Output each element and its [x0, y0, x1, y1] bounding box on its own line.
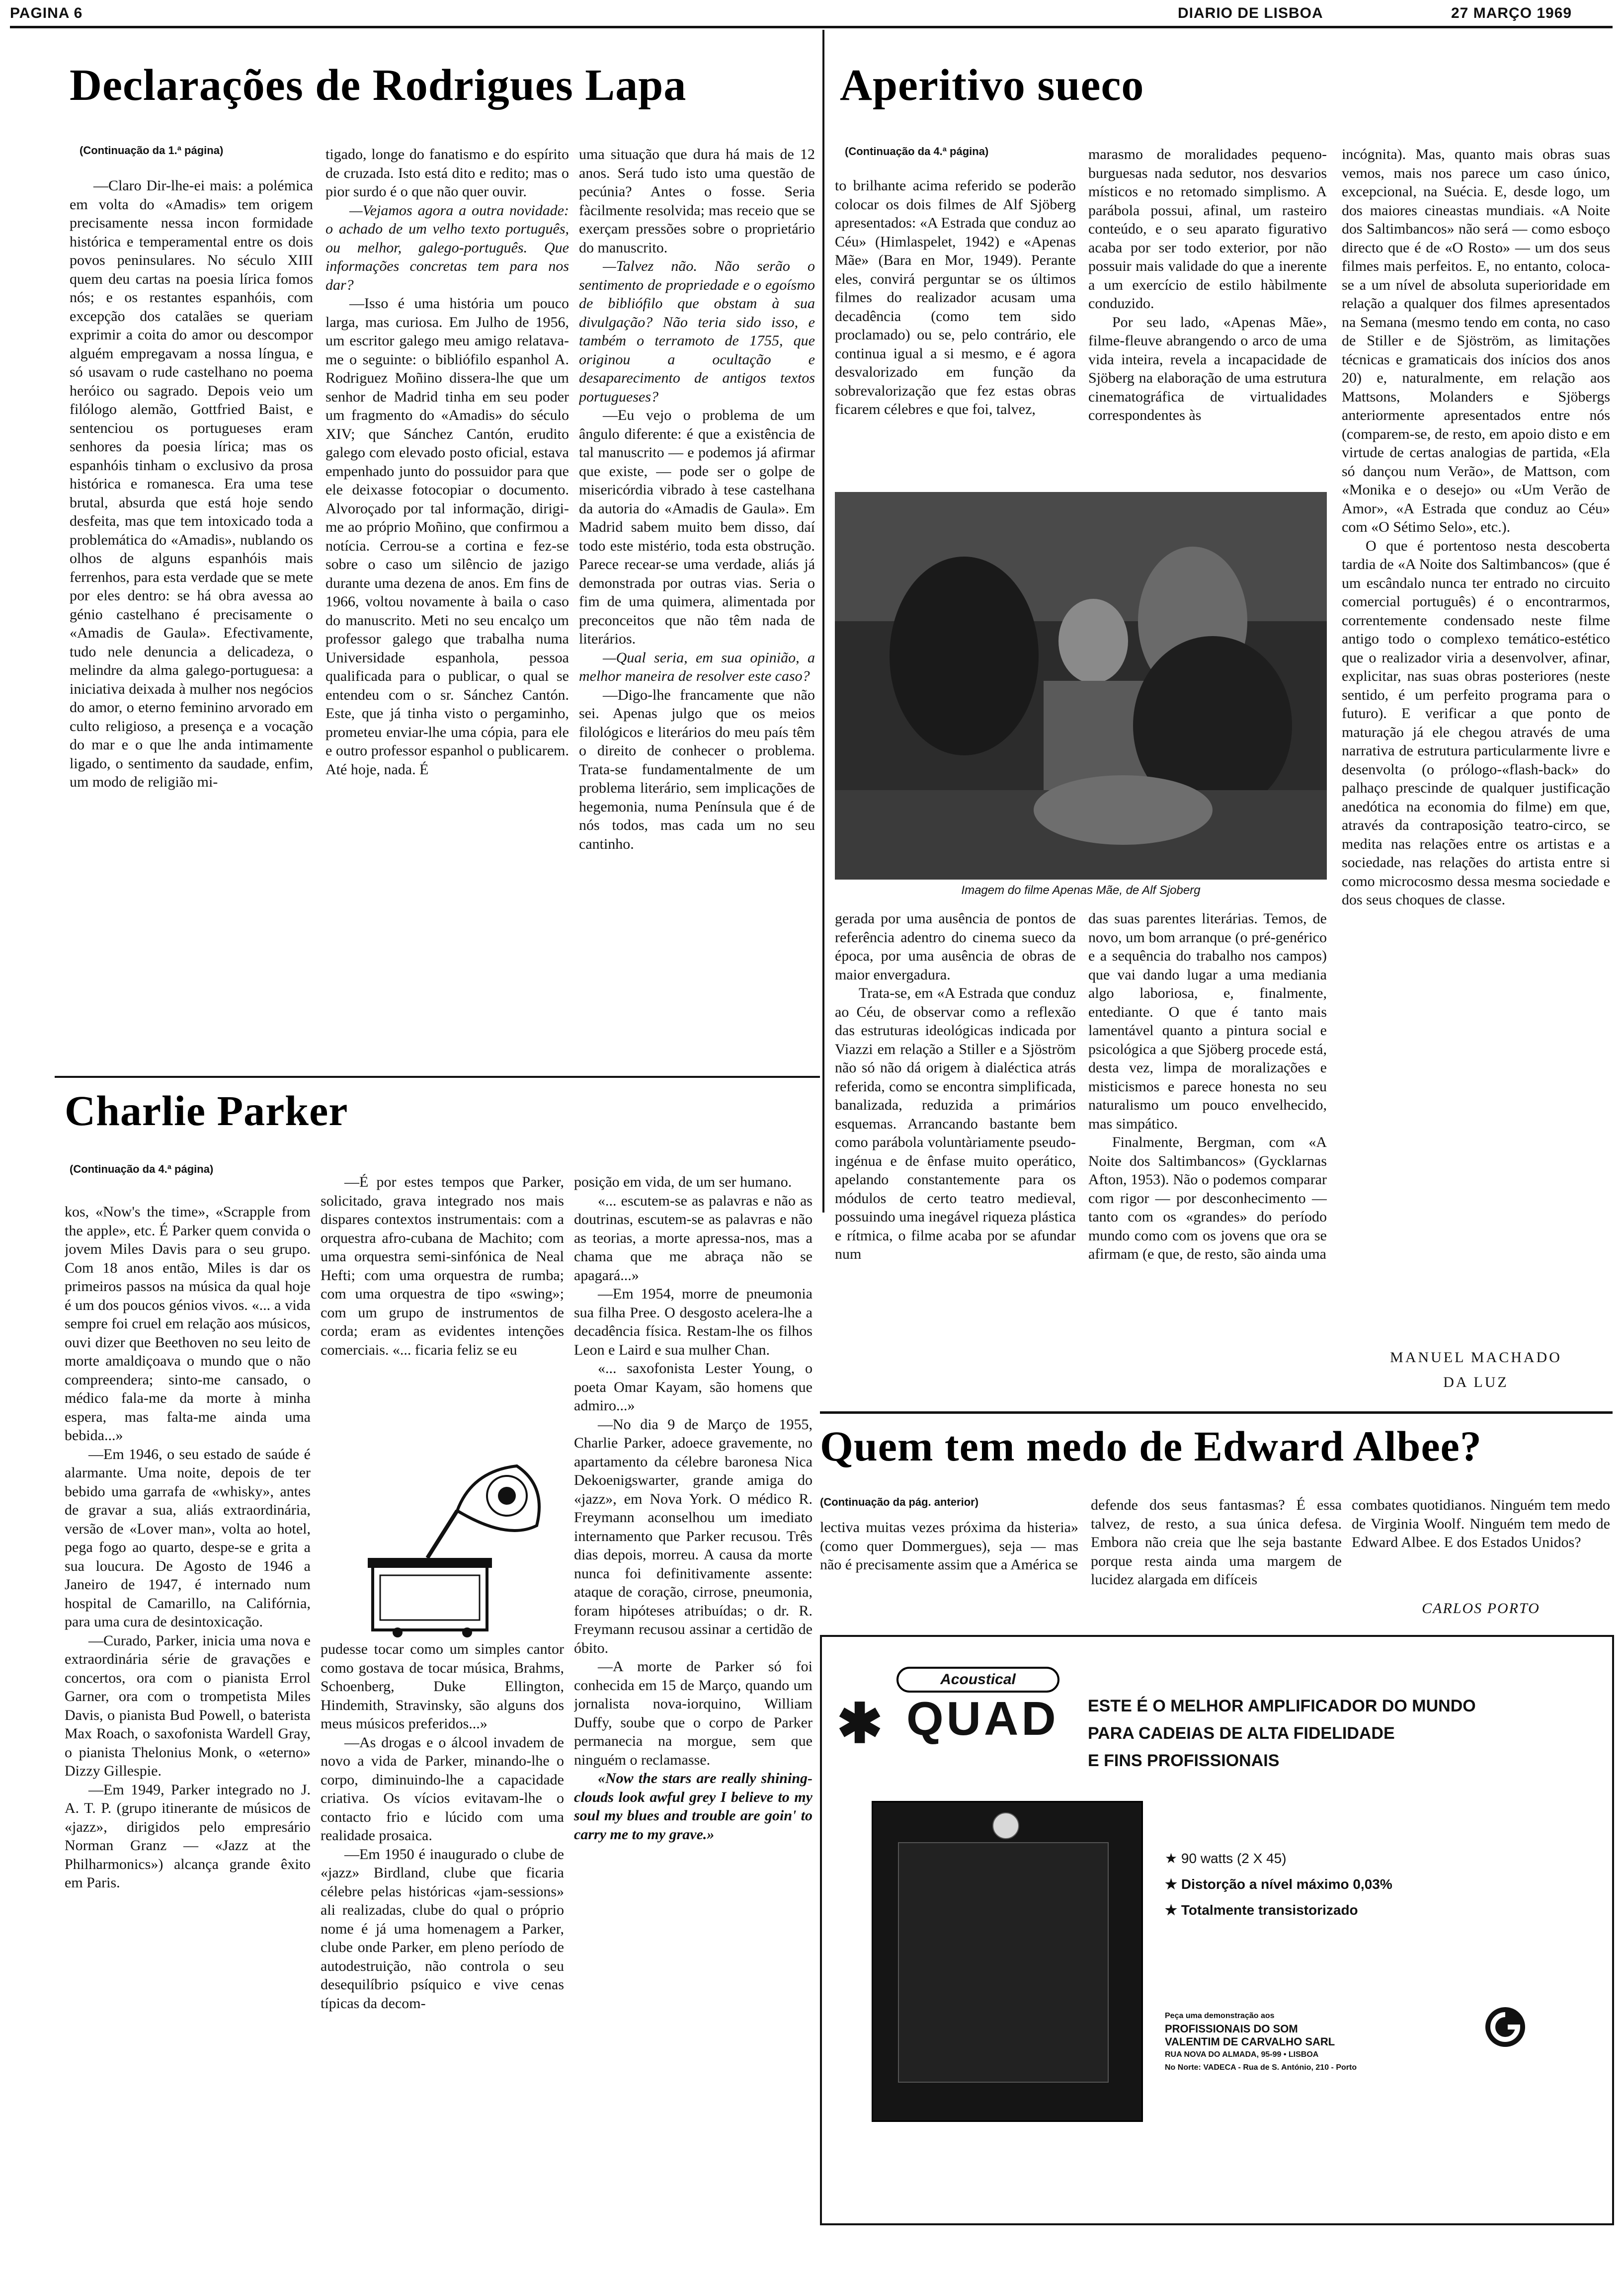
brand-name: QUAD: [906, 1692, 1059, 1745]
paragraph: marasmo de moralidades pequeno-burguesas nada sedutor, nos desvarios místicos e no retomado simplismo. A parábola possui, afinal, um rasteiro conteúdo, e o seu aparato figurativo acaba por ser todo exterior, por não possuir mais validade do que a inerente a um exercício de estilo hàbilmente conduzido.: [1088, 146, 1327, 312]
paragraph: —Em 1949, Parker integrado no J. A. T. P. (grupo itinerante de músicos de «jazz», dirigidos pelo empresário Norman Granz — «Jazz at the Philharmonics») alcança grande êxito em Paris.: [65, 1781, 311, 1891]
lapa-column-2: [325, 145, 569, 1068]
paragraph: gerada por uma ausência de pontos de referência adentro do cinema sueco da época, por uma ausência de obras de maior envergadura.: [835, 910, 1076, 983]
continuation-sueco: (Continuação da 4.ª página): [845, 145, 989, 158]
paragraph: —No dia 9 de Março de 1955, Charlie Parker, adoece gravemente, no apartamento da célebre baronesa Nica Dekoenigswarter, grande amiga do «jazz», em Nova York. O médico R. Freymann aconselhou um imediato internamento que Parker recusou. Três dias depois, morreu. A causa da morte nunca foi definitivamente assente: ataque de coração, cirrose, pneumonia, foram hipóteses atribuídas; o dr. R. Freymann recusou assinar a certidão de óbito.: [574, 1416, 812, 1656]
paragraph: —Eu vejo o problema de um ângulo diferente: é que a existência de tal manuscrito — e podemos já afirmar que existe, — pode ser o golpe de misericórdia vibrado à tese castelhana da autoria do «Amadis de Gaula». Em Madrid sabem muito bem disso, daí todo este mistério, toda esta obstrução. Parece recear-se uma verdade, aliás já demonstrada por outras vias. Seria o fim de uma quimera, alimentada por preconceitos que não têm nada de literários.: [579, 407, 815, 647]
masthead-rule: [10, 26, 1613, 28]
sueco-column-1: [835, 176, 1076, 489]
paragraph-question: —Vejamos agora a outra novidade: o achado de um velho texto português, ou melhor, galego-português. Que informações concretas tem para nos dar?: [325, 202, 569, 293]
article-title-lapa: Declarações de Rodrigues Lapa: [70, 61, 687, 110]
advert-headline-2: PARA CADEIAS DE ALTA FIDELIDADE: [1088, 1724, 1395, 1743]
paragraph: —Em 1950 é inaugurado o clube de «jazz» Birdland, clube que ficaria célebre pelas históricas «jam-sessions» ali realizadas, clube do qual o próprio nome é já uma homenagem a Parker, clube onde Parker, em pleno período de autodestruição, não controla o seu desequilíbrio psíquico e vive cenas típicas da decom-: [321, 1846, 564, 2012]
albee-column-3: [1352, 1496, 1610, 1595]
footer-line: RUA NOVA DO ALMADA, 95-99 • LISBOA: [1165, 2050, 1319, 2059]
gramophone-drawing: [358, 1451, 557, 1640]
advert-features: [1165, 1846, 1392, 1923]
asterisk-icon: ✱: [837, 1693, 883, 1754]
paragraph: uma situação que dura há mais de 12 anos. Será tudo isto uma questão de pecúnia? Antes o fosse. Seria fàcilmente resolvida; mas receio que se exerçam pressões sobre o proprietário do manuscrito.: [579, 146, 815, 256]
amplifier-grille: [898, 1842, 1109, 2083]
section-rule: [55, 1076, 820, 1078]
paragraph: —Curado, Parker, inicia uma nova e extraordinária série de gravações e concertos, ora com o pianista Errol Garner, ora com o trompetista Miles Davis, o pianista Bud Powell, o baterista Max Roach, o saxofonista Wardell Gray, o pianista Thelonius Monk, o «eterno» Dizzy Gillespie.: [65, 1632, 311, 1779]
column-divider: [822, 30, 824, 1213]
page-number: PAGINA 6: [10, 5, 83, 21]
paragraph: to brilhante acima referido se poderão colocar os dois filmes de Alf Sjöberg apresentados: «A Estrada que conduz ao Céu» (Himlaspelet, 1942) e «Apenas Mãe» (Bara en Mor, 1949). Perante eles, convirá perguntar se os últimos filmes do realizador acusam uma decadência (como tem sido proclamado) ou se, pelo contrário, ele continua igual a si mesmo, e é agora desvalorizado em função da sobrevalorização que fez estas obras ficarem célebres e que foi, talvez,: [835, 177, 1076, 417]
paragraph: —Isso é uma história um pouco larga, mas curiosa. Em Julho de 1956, um escritor galego meu amigo relatava-me o seguinte: o bibliófilo espanhol A. Rodriguez Moñino dissera-lhe que um senhor de Madrid tinha em seu poder um fragmento do «Amadis» do século XIV; que Sánchez Cantón, erudito galego com elevado posto oficial, estava empenhado junto do possuidor para que ele deixasse fotocopiar o documento. Alvoroçado por tal informação, dirigi-me ao próprio Moñino, que confirmou a notícia. Cerrou-se a cortina e fez-se sobre o caso um silêncio de jazigo durante uma dezena de anos. Em fins de 1966, voltou novamente à baila o caso do manuscrito. Meti no seu encalço um professor galego que trabalha numa Universidade espanhola, pessoa qualificada para o publicar, o qual se entendeu com o sr. Sánchez Cantón. Este, que já tinha visto o pergaminho, prometeu enviar-lhe uma cópia, para ele e outro professor espanhol o publicarem. Até hoje, nada. É: [325, 295, 569, 778]
author-albee: CARLOS PORTO: [1422, 1600, 1540, 1617]
logo-mark: [1483, 2005, 1528, 2049]
paragraph: tigado, longe do fanatismo e do espírito de cruzada. Isto está dito e redito; mas o pior surdo é o que não quer ouvir.: [325, 146, 569, 200]
sueco-column-2: [1088, 145, 1327, 489]
paragraph: «... saxofonista Lester Young, o poeta Omar Kayam, são homens que admiro...»: [574, 1360, 812, 1414]
feature-transistor: ★ Totalmente transistorizado: [1165, 1902, 1358, 1918]
albee-column-2: [1091, 1496, 1342, 1623]
albee-column-1: [820, 1518, 1078, 1623]
feature-transistor-text: Totalmente transistorizado: [1181, 1902, 1358, 1918]
paragraph: combates quotidianos. Ninguém tem medo de Virginia Woolf. Ninguém tem medo de Edward Albee. E dos Estados Unidos?: [1352, 1497, 1610, 1550]
quad-advert: [820, 1635, 1614, 2225]
paragraph: —A morte de Parker só foi conhecida em 15 de Março, quando um jornalista nova-iorquino, William Duffy, soube que o corpo de Parker permanecia na morgue, sem que ninguém o reclamasse.: [574, 1658, 812, 1768]
sueco-column-2b: [1088, 909, 1327, 1406]
paragraph: incógnita). Mas, quanto mais obras suas vemos, mais nos parece um caso único, excepcional, na Suécia. E, desde logo, um dos maiores cineastas mundiais. «A Noite dos Saltimbancos» não será — como esboço directo que é de «O Rosto» — um dos seus filmes mais perfeitos. E, no entanto, coloca-se a um nível de absoluta superioridade em relação a qualquer dos filmes apresentados na Semana (mesmo tendo em conta, no caso de Stiller e de Sjöström, as limitações técnicas e gramaticais dos inícios dos anos 20) e, naturalmente, em relação aos Mattsons, Molanders e Sjöbergs anteriormente apresentados entre nós (comparem-se, de resto, em apoio disto e em virtude de certas analogias de partida, «Ela só dançou num Verão», de Mattson, com «Monika e o desejo» ou «Um Verão de Amor», «A Estrada que conduz ao Céu» com «O Sétimo Selo», etc.).: [1342, 146, 1610, 535]
footer-line: No Norte: VADECA - Rua de S. António, 210 - Porto: [1165, 2063, 1357, 2072]
sueco-column-1b: [835, 909, 1076, 1406]
article-title-sueco: Aperitivo sueco: [840, 61, 1144, 110]
paragraph: Por seu lado, «Apenas Mãe», filme-fleuve abrangendo o arco de uma vida inteira, revela a incapacidade de Sjöberg na elaboração de uma estrutura cinematográfica de virtualidades correspondentes às: [1088, 314, 1327, 423]
gramophone-illustration: [358, 1451, 557, 1640]
paragraph: —Em 1954, morre de pneumonia sua filha Pree. O desgosto acelera-lhe a decadência física. Restam-lhe os filhos Leon e Laird e sua mulher Chan.: [574, 1286, 812, 1358]
continuation-albee: (Continuação da pág. anterior): [820, 1496, 979, 1508]
feature-distortion-text: Distorção a nível máximo 0,03%: [1181, 1876, 1392, 1892]
paragraph-lyrics: «Now the stars are really shining-clouds look awful grey I believe to my soul my blues and trouble are goin' to carry me to my grave.»: [574, 1770, 812, 1843]
paragraph: das suas parentes literárias. Temos, de novo, um bom arranque (o pré-genérico e a sequência do trabalho nos campos) que vai dando lugar a uma mediania algo laboriosa, e, finalmente, entediante. O que é tanto mais lamentável quanto a pintura social e psicológica a que Sjöberg procede está, desta vez, limpa de moralizações e misticismos e parece honesta no seu naturalismo um pouco envelhecido, mas simpático.: [1088, 910, 1327, 1132]
article-title-albee: Quem tem medo de Edward Albee?: [820, 1422, 1482, 1470]
paragraph: defende dos seus fantasmas? É essa talvez, de resto, a sua única defesa. Embora não creia que lhe seja bastante porque resta ainda uma margem de lucidez alargada em difíceis: [1091, 1497, 1342, 1588]
parker-column-1: [65, 1203, 311, 2221]
paragraph: kos, «Now's the time», «Scrapple from the apple», etc. É Parker quem convida o jovem Miles Davis para o seu grupo. Com 18 anos então, Miles is dar os primeiros passos na música da qual hoje é um dos poucos génios vivos. «... a vida sempre foi cruel em relação aos músicos, ouvi dizer que Beethoven no seu leito de morte amaldiçoava o mundo que o não compreendera; sinto-me cansado, o médico fala-me da morte à minha espera, mas falta-me ainda uma bebida...»: [65, 1204, 311, 1444]
feature-watts-text: 90 watts (2 X 45): [1181, 1851, 1287, 1866]
advert-headline-3: E FINS PROFISSIONAIS: [1088, 1751, 1280, 1770]
paragraph: —Digo-lhe francamente que não sei. Apenas julgo que os meios filológicos e literários do meu país têm o direito de conhecer o problema. Trata-se fundamentalmente de um problema literário, sem implicações de hegemonia, numa Península que é de nós todos, mas cada um no seu cantinho.: [579, 686, 815, 852]
continuation-lapa: (Continuação da 1.ª página): [80, 144, 224, 157]
author-sueco-line2: DA LUZ: [1443, 1374, 1509, 1390]
paragraph: O que é portentoso nesta descoberta tardia de «A Noite dos Saltimbancos» (que é um escândalo nunca ter entrado no circuito comercial português) é o encontrarmos, correntemente condensado neste filme antigo todo o complexo temático-estético que o realizador viria a desenvolver, afinar, explicitar, nas suas obras posteriores (neste sentido, é um perfeito programa para o futuro). E verificar a que ponto de maturação já ele chegou através de uma narrativa de estrutura particularmente livre e desenvolta (o prólogo-«flash-back» do palhaço prescinde de qualquer justificação anedótica na economia do filme) em que, através da contraposição teatro-circo, se medita nas relações entre os artistas e a sociedade, nas relações do artista entre si como microcosmo dessa mesma sociedade e dos seus choques de classe.: [1342, 537, 1610, 908]
footer-line: Peça uma demonstração aos: [1165, 2012, 1275, 2020]
paragraph: posição em vida, de um ser humano.: [574, 1174, 792, 1190]
parker-column-2b: [321, 1640, 564, 2221]
parker-column-3: [574, 1173, 812, 2221]
amplifier-knob: [992, 1812, 1019, 1839]
photo-caption: Imagem do filme Apenas Mãe, de Alf Sjoberg: [961, 884, 1201, 897]
parker-column-2a: [321, 1173, 564, 1451]
paragraph: —Em 1946, o seu estado de saúde é alarmante. Uma noite, depois de ter bebido uma garrafa de «whisky», antes de gravar a sua, aliás extraordinária, versão de «Lover man», volta ao hotel, pega fogo ao quarto, despe-se e grita a sua loucura. De Agosto de 1946 a Janeiro de 1947, é internado num hospital de Camarillo, na Califórnia, para uma cura de desintoxicação.: [65, 1446, 311, 1630]
footer-line: VALENTIM DE CARVALHO SARL: [1165, 2035, 1335, 2048]
advert-footer: [1165, 2010, 1473, 2074]
paragraph: pudesse tocar como um simples cantor como gostava de tocar música, Brahms, Schoenberg, Duke Ellington, Hindemith, Stravinsky, são alguns dos meus músicos preferidos...»: [321, 1641, 564, 1732]
paragraph: Finalmente, Bergman, com «A Noite dos Saltimbancos» (Gycklarnas Afton, 1953). Não o podemos comparar com rigor — por desconhecimento — tanto com os «grandes» do período mundo como com os jovens que ora se afirmam (e que, de resto, são ainda uma: [1088, 1134, 1327, 1262]
film-still-image: [835, 492, 1327, 880]
issue-date: 27 MARÇO 1969: [1451, 5, 1572, 21]
newspaper-name: DIARIO DE LISBOA: [1178, 5, 1323, 21]
paragraph: —Claro Dir-lhe-ei mais: a polémica em volta do «Amadis» tem origem precisamente nessa incon formidade histórica e temperamental entre os dois povos peninsulares. No século XIII quem deu cartas na poesia lírica fomos nós; e os restantes espanhóis, com excepção dos catalães se queriam exprimir a coita do amor ou descompor alguém empregavam a nossa língua, e só usavam o rude castelhano no poema heróico ou sagrado. Depois veio um filólogo alemão, Gottfried Baist, e sentenciou os portugueses eram senhores da poesia lírica; mas os espanhóis tinham o exclusivo da prosa histórica e romanesca. Era uma tese brutal, absurda que está hoje sendo desfeita, mas que tem intoxicado toda a problemática do «Amadis», nublando os olhos de alguns espanhóis mais ferrenhos, para esta verdade que se mete por eles dentro: se há obra avessa ao génio castelhano é precisamente o «Amadis de Gaula». Efectivamente, tudo nele denuncia a delicadeza, o melindre da alma galego-portuguesa: a iniciativa deixada à mulher nos negócios do amor, o eterno feminino arvorado em culto religioso, a presença e a vocação do mar e o que lhe anda intimamente ligado, o sentimento da saudade, enfim, um modo de religião mi-: [70, 177, 313, 790]
paragraph: lectiva muitas vezes próxima da histeria» (como quer Dommergues), seja — mas não é precisamente assim que a América se: [820, 1519, 1078, 1573]
footer-line: PROFISSIONAIS DO SOM: [1165, 2023, 1298, 2035]
advert-headline-1: ESTE É O MELHOR AMPLIFICADOR DO MUNDO: [1088, 1697, 1476, 1715]
feature-distortion: ★ Distorção a nível máximo 0,03%: [1165, 1876, 1392, 1892]
lapa-column-1: [70, 176, 313, 1068]
paragraph-question: —Talvez não. Não serão o sentimento de propriedade e o egoísmo de bibliófilo que obstam à sua divulgação? Não teria sido isso, e também o terramoto de 1755, que originou a ocultação e desaparecimento de antigos textos portugueses?: [579, 258, 815, 405]
paragraph: Trata-se, em «A Estrada que conduz ao Céu, de observar como a reflexão das estruturas ideológicas indicada por Viazzi em relação a Stiller e a Sjöström não só não dá origem à dialéctica atrás referida, como se encontra simplificada, banalizada, reduzida a primários esquemas. Arrancando bastante bem como parábola voluntàriamente pseudo-ingénua e de ênfase muito operático, apelando constantemente para os módulos de certo teatro medieval, possuindo uma inegável riqueza plástica e rítmica, o filme acaba por se afundar num: [835, 985, 1076, 1262]
paragraph: —As drogas e o álcool invadem de novo a vida de Parker, minando-lhe o corpo, diminuindo-lhe a capacidade criativa. Os vícios evitavam-lhe o contacto frio e lúcido com uma realidade prosaica.: [321, 1734, 564, 1844]
section-rule: [820, 1411, 1613, 1414]
continuation-parker: (Continuação da 4.ª página): [70, 1163, 214, 1175]
paragraph-question: —Qual seria, em sua opinião, a melhor maneira de resolver este caso?: [579, 649, 815, 684]
amplifier-image: [872, 1801, 1143, 2122]
sueco-column-3: [1342, 145, 1610, 1348]
film-still-photo: [835, 492, 1327, 880]
feature-watts: ★ 90 watts (2 X 45): [1165, 1851, 1287, 1866]
lapa-column-3: [579, 145, 815, 1068]
acoustical-badge: Acoustical: [896, 1667, 1059, 1693]
author-sueco-line1: MANUEL MACHADO: [1390, 1349, 1562, 1366]
paragraph: «... escutem-se as palavras e não as doutrinas, escutem-se as palavras e não as teorias, a morte apressa-nos, mas a chama que me abraça não se apagará...»: [574, 1192, 812, 1284]
paragraph: —É por estes tempos que Parker, solicitado, grava integrado nos mais dispares contextos instrumentais: com a orquestra afro-cubana de Machito; com uma orquestra semi-sinfónica de Neal Hefti; com uma orquestra de rumba; com uma orquestra de tipo «swing»; com um grupo de instrumentos de corda; eram as evidentes intenções comerciais. «... ficaria feliz se eu: [321, 1174, 564, 1358]
article-title-parker: Charlie Parker: [65, 1087, 348, 1135]
